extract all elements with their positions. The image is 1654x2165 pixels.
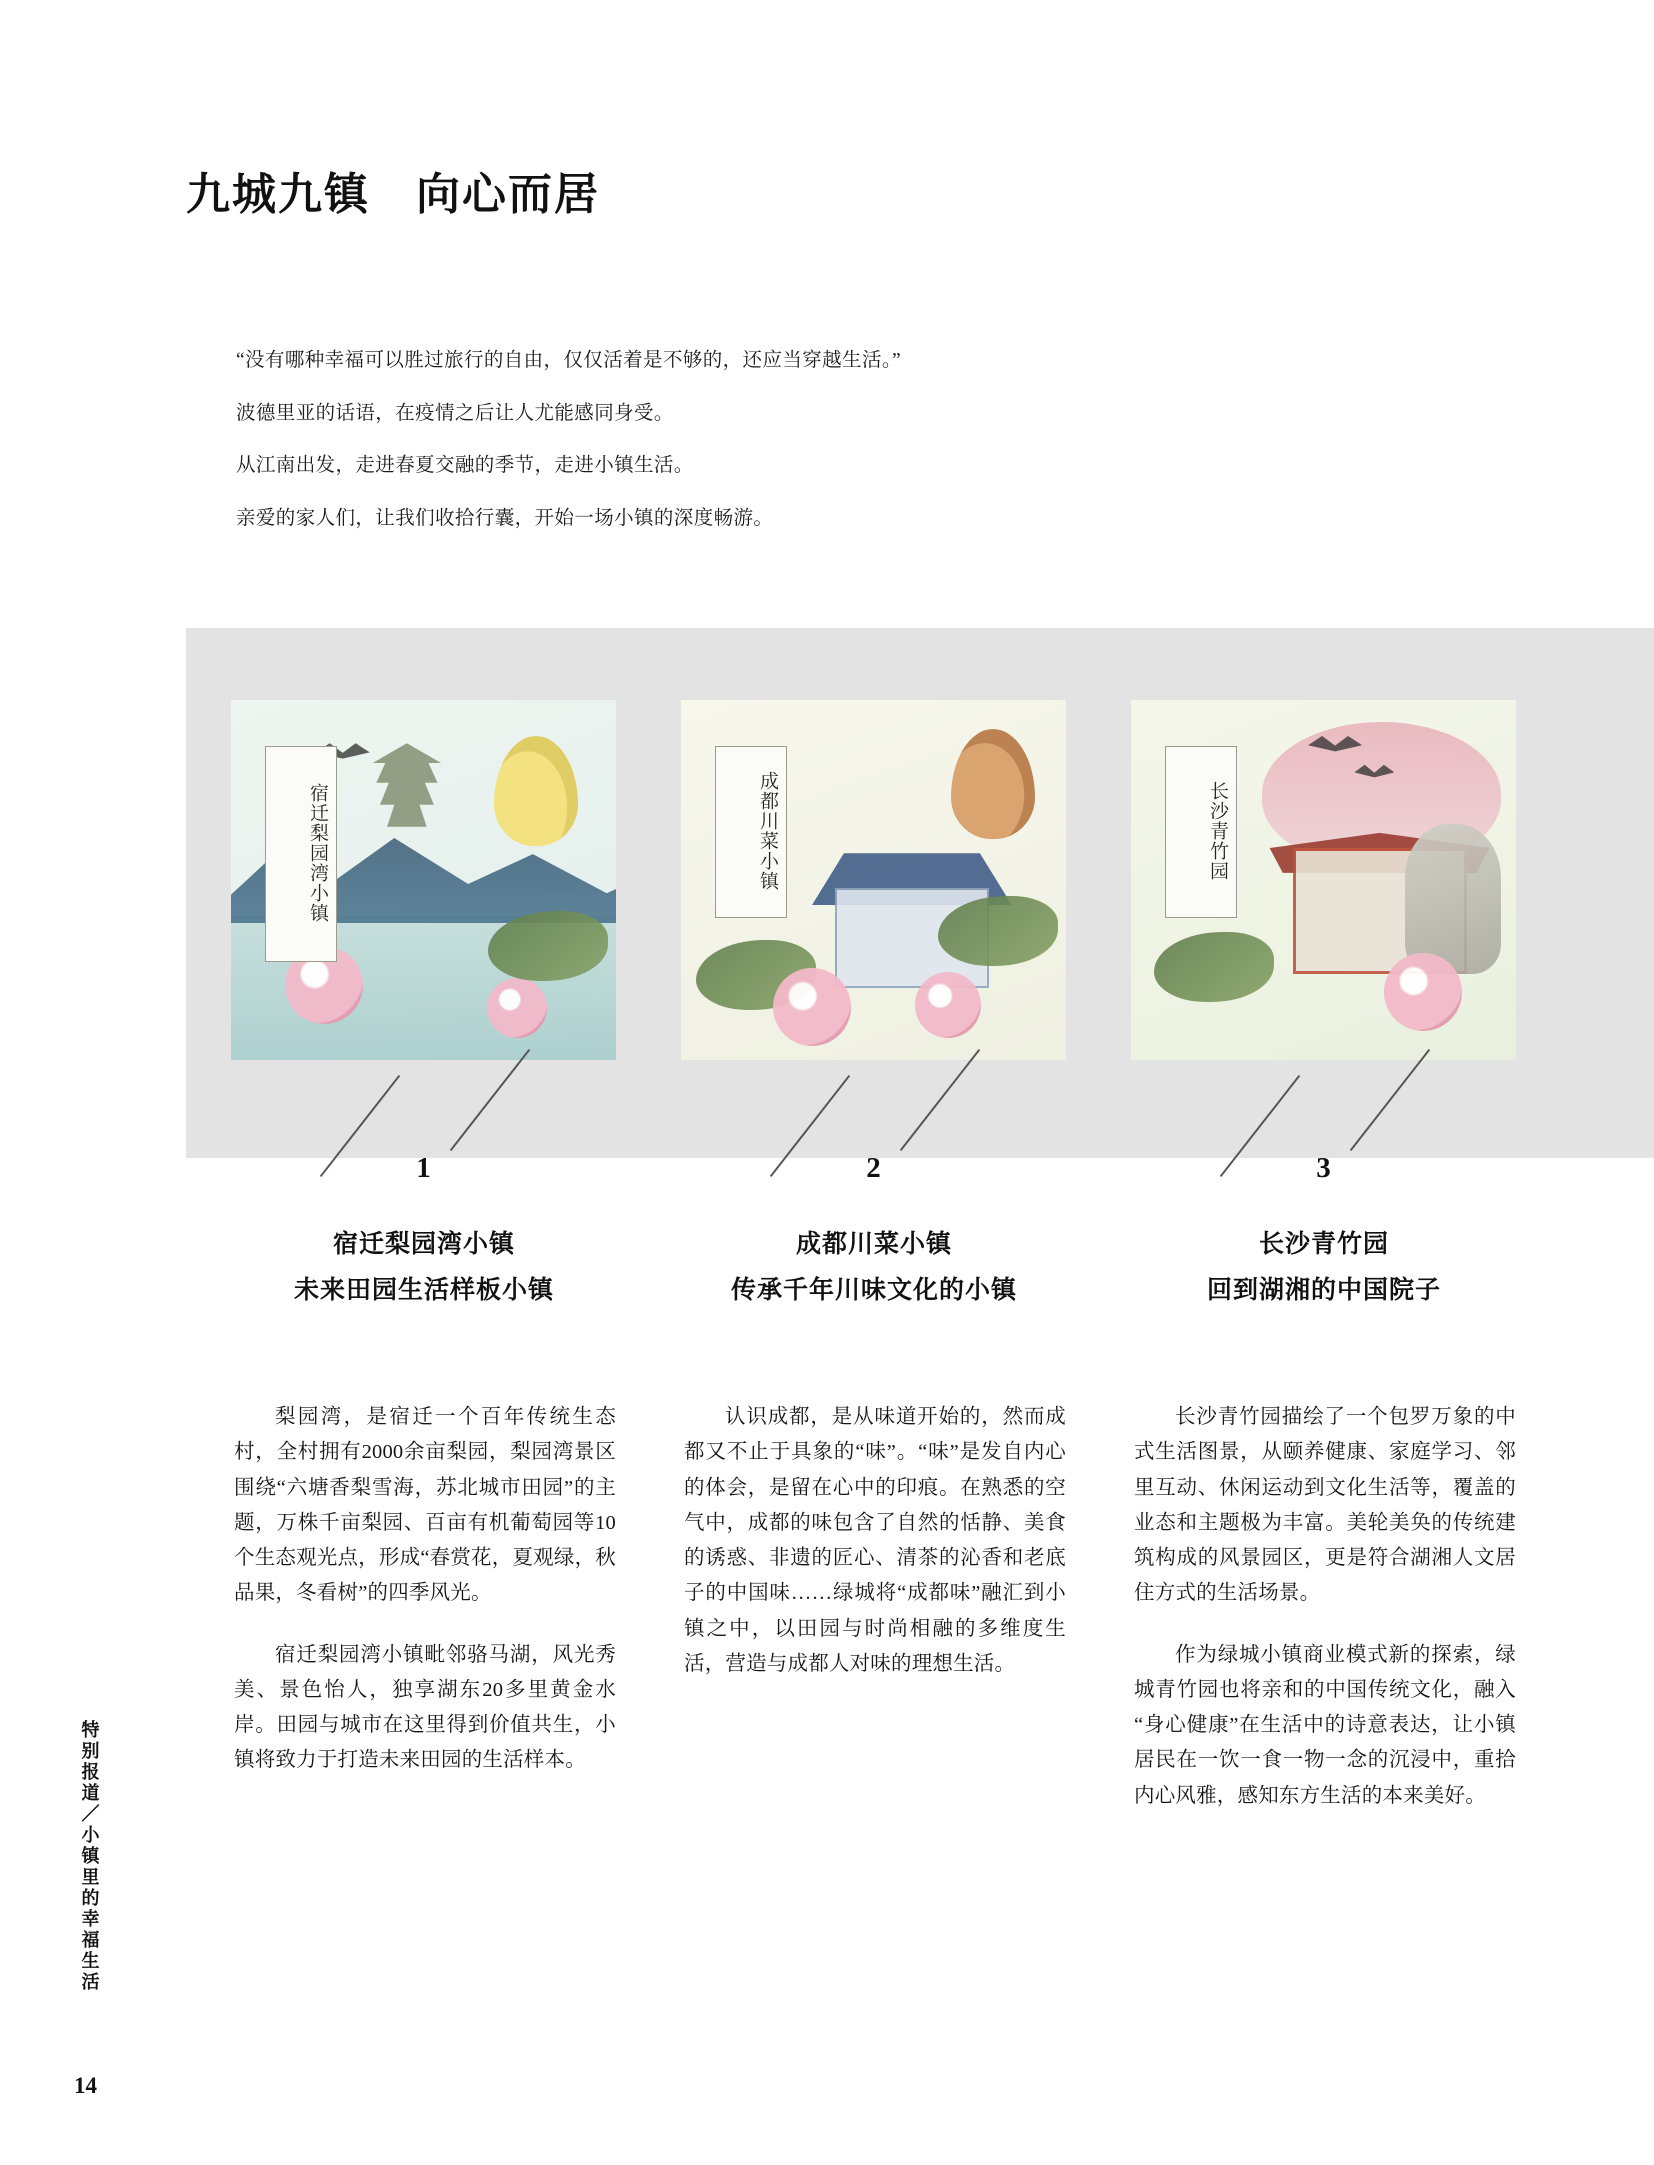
- intro-line: “没有哪种幸福可以胜过旅行的自由，仅仅活着是不够的，还应当穿越生活。”: [236, 350, 902, 371]
- body-paragraph: 宿迁梨园湾小镇毗邻骆马湖，风光秀美、景色怡人，独享湖东20多里黄金水岸。田园与城市在这里得到价值共生，小镇将致力于打造未来田园的生活样本。: [234, 1643, 616, 1772]
- card-label-1: 宿迁梨园湾小镇: [265, 746, 337, 962]
- number-group-1: [231, 1090, 616, 1210]
- number-group-3: [1131, 1090, 1516, 1210]
- illustration-cards: [186, 700, 1654, 1060]
- intro-block: [236, 345, 1416, 555]
- heading-column-1: [214, 1224, 634, 1306]
- intro-line: 从江南出发，走进春夏交融的季节，走进小镇生活。: [236, 455, 694, 477]
- card-label-3: 长沙青竹园: [1165, 746, 1237, 918]
- card-label-2: 成都川菜小镇: [715, 746, 787, 918]
- body-paragraph: 认识成都，是从味道开始的，然而成都又不止于具象的“味”。“味”是发自内心的体会，是留在心中的印痕。在熟悉的空气中，成都的味包含了自然的恬静、美食的诱惑、非遗的匠心、清茶的沁香和老底子的中国味……绿城将“成都味”融汇到小镇之中，以田园与时尚相融的多维度生活，营造与成都人对味的理想生活。: [684, 1406, 1066, 1675]
- heading-main-2: 成都川菜小镇: [795, 1231, 952, 1258]
- body-paragraph: 梨园湾，是宿迁一个百年传统生态村，全村拥有2000余亩梨园，梨园湾景区围绕“六塘香梨雪海，苏北城市田园”的主题，万株千亩梨园、百亩有机葡萄园等10个生态观光点，形成“春赏花，夏观绿，秋品果，冬看树”的四季风光。: [234, 1406, 616, 1605]
- town-number-2: 2: [866, 1152, 881, 1184]
- town-numbers: [186, 1090, 1654, 1210]
- body-column-3: [1134, 1400, 1516, 1840]
- heading-main-1: 宿迁梨园湾小镇: [332, 1231, 515, 1258]
- town-illustration-2: [681, 700, 1066, 1060]
- side-runner: 特别报道／小镇里的幸福生活: [79, 1720, 100, 1993]
- body-paragraph: 作为绿城小镇商业模式新的探索，绿城青竹园也将亲和的中国传统文化，融入“身心健康”在生活中的诗意表达，让小镇居民在一饮一食一物一念的沉浸中，重拾内心风雅，感知东方生活的本来美好。: [1134, 1643, 1516, 1807]
- body-column-2: [684, 1400, 1066, 1708]
- body-paragraph: 长沙青竹园描绘了一个包罗万象的中式生活图景，从颐养健康、家庭学习、邻里互动、休闲运动到文化生活等，覆盖的业态和主题极为丰富。美轮美奂的传统建筑构成的风景园区，更是符合湖湘人文居住方式的生活场景。: [1134, 1406, 1516, 1605]
- town-illustration-1: [231, 700, 616, 1060]
- town-number-1: 1: [416, 1152, 431, 1184]
- body-column-1: [234, 1400, 616, 1805]
- number-group-2: [681, 1090, 1066, 1210]
- page-title: 九城九镇 向心而居: [186, 170, 600, 219]
- heading-sub-1: 未来田园生活样板小镇: [293, 1277, 554, 1304]
- heading-sub-3: 回到湖湘的中国院子: [1206, 1277, 1441, 1304]
- town-illustration-3: [1131, 700, 1516, 1060]
- heading-column-3: [1114, 1224, 1534, 1306]
- page-number: 14: [74, 2073, 97, 2098]
- town-number-3: 3: [1316, 1152, 1331, 1184]
- heading-column-2: [664, 1224, 1084, 1306]
- intro-line: 亲爱的家人们，让我们收拾行囊，开始一场小镇的深度畅游。: [236, 507, 774, 529]
- heading-main-3: 长沙青竹园: [1258, 1231, 1389, 1258]
- heading-sub-2: 传承千年川味文化的小镇: [730, 1277, 1017, 1304]
- intro-line: 波德里亚的话语，在疫情之后让人尤能感同身受。: [236, 402, 674, 424]
